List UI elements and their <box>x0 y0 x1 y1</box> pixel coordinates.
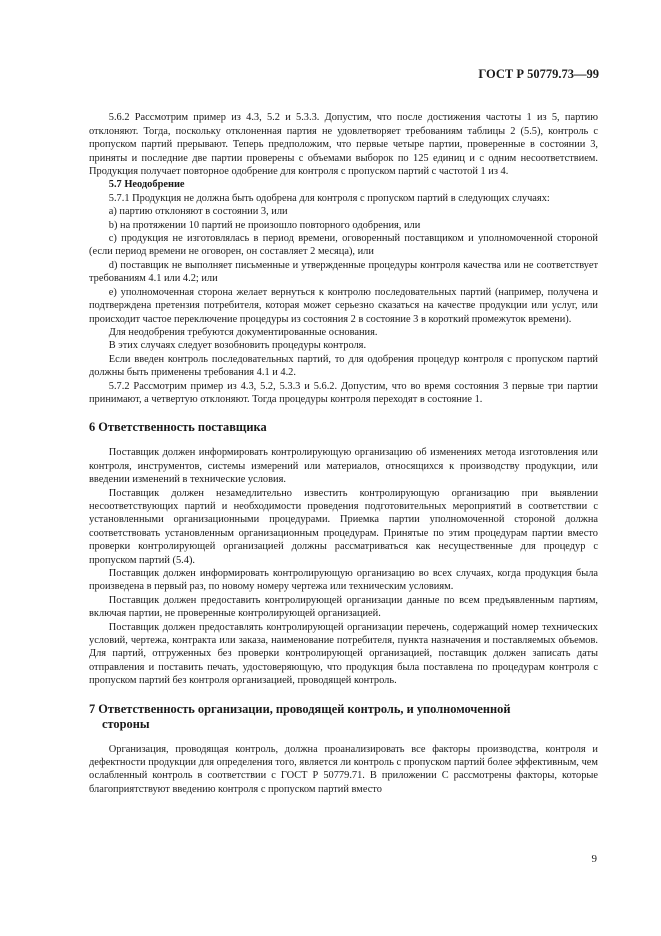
paragraph-if-introduced: Если введен контроль последовательных партий, то для одобрения процедур контроля с пропуском партий должны быть применены требования 4.1 и 4.2. <box>89 353 598 379</box>
section-6-paragraph-5: Поставщик должен предоставлять контролирующей организации перечень, содержащий номер технических условий, чертежа, контракта или заказа, наименование потребителя, пункта назначения и поставляемых объемов. Для партий, отгруженных без проверки контролирующей организацией, поставщик должен записать даты отправления и поставить печать, удостоверяющую, что продукция была поставлена по процедурам контроля с пропуском партий без контроля организацией, проводящей контроль. <box>89 621 598 687</box>
page-number: 9 <box>591 853 597 865</box>
paragraph-documented-grounds: Для неодобрения требуются документированные основания. <box>108 326 378 338</box>
section-7-title <box>89 702 598 732</box>
list-item-d: d) поставщик не выполняет письменные и утвержденные процедуры контроля качества или не соответствует требованиям 4.1 или 4.2; или <box>89 259 598 285</box>
section-7-title-line-1: 7 Ответственность организации, проводящей контроль, и уполномоченной <box>89 701 511 716</box>
paragraph-resume-procedures: В этих случаях следует возобновить процедуры контроля. <box>108 340 367 352</box>
section-6-paragraph-3: Поставщик должен информировать контролирующую организацию во всех случаях, когда продукция была произведена в первый раз, по новому номеру чертежа или техническим условиям. <box>89 568 598 593</box>
section-7-title-line-2: стороны <box>102 716 150 731</box>
list-item-b: b) на протяжении 10 партий не произошло повторного одобрения, или <box>108 219 421 231</box>
document-header: ГОСТ Р 50779.73—99 <box>478 67 599 81</box>
section-6-title: 6 Ответственность поставщика <box>89 420 267 435</box>
section-6-paragraph-2: Поставщик должен незамедлительно известить контролирующую организацию при выявлении несоответствующих партий и необходимости проведения подготовительных мероприятий в соответствии с установленными организационными процедурами. Приемка партии уполномоченной стороной должна соответствовать установленным организационным процедурам. Принятые по этим процедурам партии вместо проверки контролирующей организацией должны рассматриваться как несущественные для процедур с пропуском партий (5.4). <box>89 487 598 566</box>
subsection-5-7-title: 5.7 Неодобрение <box>108 179 185 191</box>
section-6-paragraph-4: Поставщик должен предоставить контролирующей организации данные по всем предъявленным партиям, включая партии, не проверенные контролирующей организацией. <box>89 594 598 620</box>
section-7-paragraph-1: Организация, проводящая контроль, должна проанализировать все факторы производства, контроля и дефектности продукции для определения того, является ли контроль с пропуском партий более эффективным, чем ослабленный контроль в соответствии с ГОСТ Р 50779.71. В приложении С рассмотрены факторы, которые благоприятствуют введению контроля с пропуском партий вместо <box>89 743 598 795</box>
list-item-a: а) партию отклоняют в состоянии 3, или <box>108 206 288 218</box>
paragraph-5-7-2: 5.7.2 Рассмотрим пример из 4.3, 5.2, 5.3.3 и 5.6.2. Допустим, что во время состояния 3 первые три партии принимают, а четвертую отклоняют. Тогда процедуры контроля переходят в состояние 1. <box>89 380 598 405</box>
paragraph-5-7-1: 5.7.1 Продукция не должна быть одобрена для контроля с пропуском партий в следующих случаях: <box>108 192 550 204</box>
list-item-e: е) уполномоченная сторона желает вернуться к контролю последовательных партий (например, получена и подтверждена претензия потребителя, которая может серьезно сказаться на качестве продукции или услуг, или происходит частое переключение процедуры из состояния 2 в состояние 3 в короткий промежуток времени). <box>89 286 598 325</box>
list-item-c: с) продукция не изготовлялась в период времени, оговоренный поставщиком и уполномоченной стороной (если период времени не оговорен, он составляет 2 месяца), или <box>89 233 598 258</box>
document-body <box>89 98 598 796</box>
paragraph-5-6-2: 5.6.2 Рассмотрим пример из 4.3, 5.2 и 5.3.3. Допустим, что после достижения частоты 1 из 5, партию отклоняют. Тогда, поскольку отклоненная партия не удовлетворяет требованиям таблицы 2 (5.5), контроль с пропуском партий прерывают. Теперь предположим, что первые четыре партии, проверенные в состоянии 3, приняты и последние две партии проверены с объемами выборок по 125 единиц и с одним несоответствием. Продукция получает повторное одобрение для контроля с пропуском партий с частотой 1 из 4. <box>89 112 598 178</box>
section-6-paragraph-1: Поставщик должен информировать контролирующую организацию об изменениях метода изготовления или контроля, инструментов, системы измерений или материалов, относящихся к производству продукции, или введении изменений в технические условия. <box>89 447 598 486</box>
